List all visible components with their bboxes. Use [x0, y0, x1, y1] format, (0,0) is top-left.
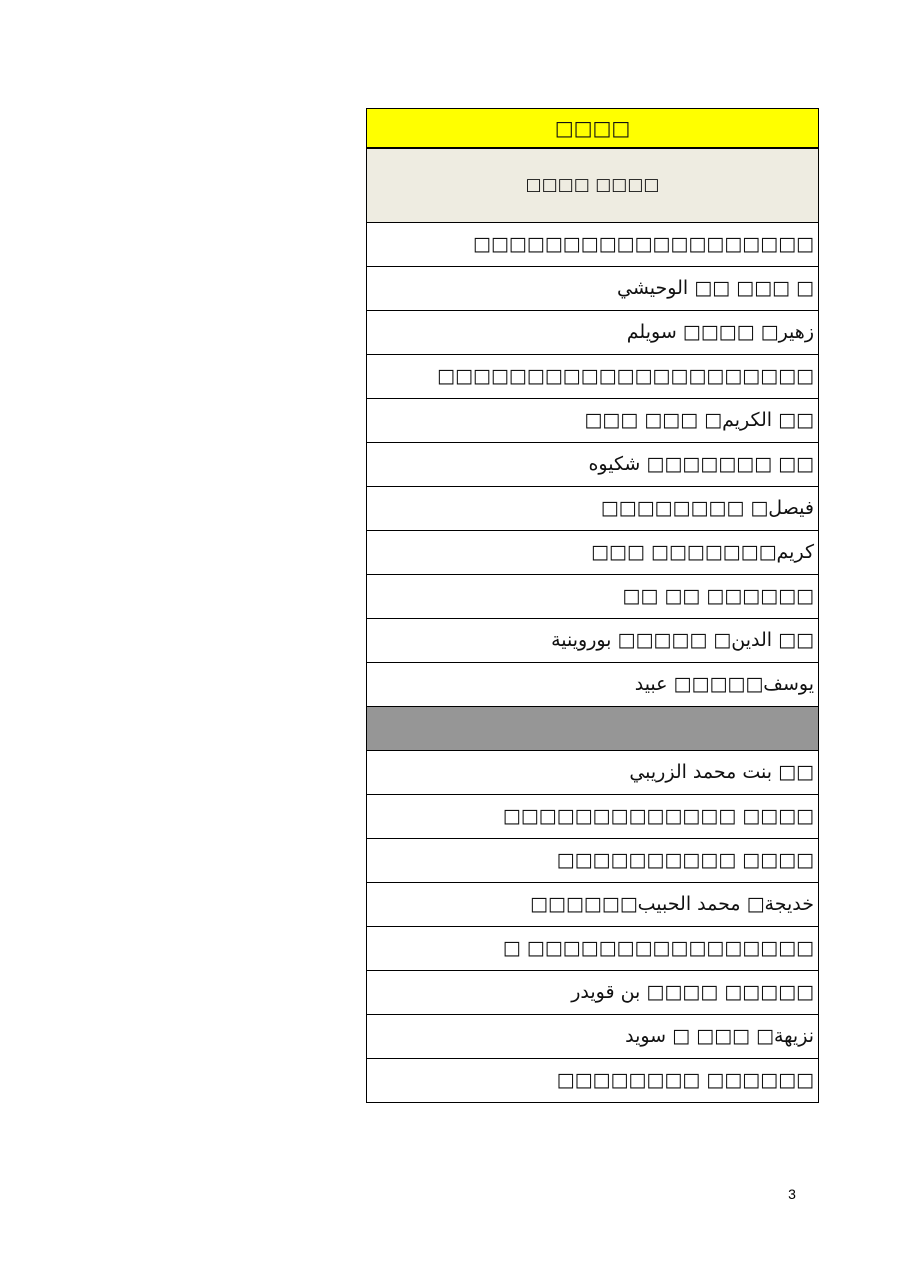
table-row — [367, 927, 819, 971]
name-cell: □□□□ □□□□□□□□□□ — [367, 839, 819, 883]
table-row — [367, 971, 819, 1015]
table-title: □□□□ — [367, 109, 819, 149]
name-cell: □□ □□□□□□□ شكيوه — [367, 443, 819, 487]
name-cell: نزيهة□ □□□ □ سويد — [367, 1015, 819, 1059]
table-row — [367, 839, 819, 883]
name-cell: زهير□ □□□□ سويلم — [367, 311, 819, 355]
name-cell: □□ الكريم□ □□□ □□□ — [367, 399, 819, 443]
table-row — [367, 1015, 819, 1059]
name-cell: □□□□□□□□□□□□□□□□□□□□□ — [367, 355, 819, 399]
name-cell: كريم□□□□□□□ □□□ — [367, 531, 819, 575]
table-subtitle: □□□□ □□□□ — [367, 148, 819, 223]
table-row — [367, 487, 819, 531]
name-cell: □□□□ □□□□□□□□□□□□□ — [367, 795, 819, 839]
name-cell: □□ الدين□ □□□□□ بوروينية — [367, 619, 819, 663]
name-cell: □ □□□ □□ الوحيشي — [367, 267, 819, 311]
table-row — [367, 267, 819, 311]
name-cell: □□□□□ □□□□ بن قويدر — [367, 971, 819, 1015]
table-row — [367, 1059, 819, 1103]
table-row — [367, 223, 819, 267]
names-table — [366, 108, 819, 1103]
name-cell: □□□□□□ □□ □□ — [367, 575, 819, 619]
name-cell: □□□□□□□□□□□□□□□□□□□ — [367, 223, 819, 267]
table-row — [367, 443, 819, 487]
table-row — [367, 531, 819, 575]
name-cell: خديجة□ محمد الحبيب□□□□□□ — [367, 883, 819, 927]
table-row — [367, 795, 819, 839]
table-row — [367, 399, 819, 443]
name-cell: فيصل□ □□□□□□□□ — [367, 487, 819, 531]
table-row — [367, 883, 819, 927]
table-row — [367, 355, 819, 399]
table-row — [367, 751, 819, 795]
section-separator-row — [367, 707, 819, 751]
table-subtitle-row — [367, 148, 819, 223]
page-number: 3 — [788, 1186, 796, 1202]
table-row — [367, 575, 819, 619]
table-row — [367, 663, 819, 707]
table-row — [367, 311, 819, 355]
table-row — [367, 619, 819, 663]
table-title-row — [367, 109, 819, 149]
name-cell: يوسف□□□□□ عبيد — [367, 663, 819, 707]
name-cell: □□□□□□ □□□□□□□□ — [367, 1059, 819, 1103]
name-cell: □□ بنت محمد الزريبي — [367, 751, 819, 795]
section-separator-cell — [367, 707, 819, 751]
name-cell: □□□□□□□□□□□□□□□□ □ — [367, 927, 819, 971]
